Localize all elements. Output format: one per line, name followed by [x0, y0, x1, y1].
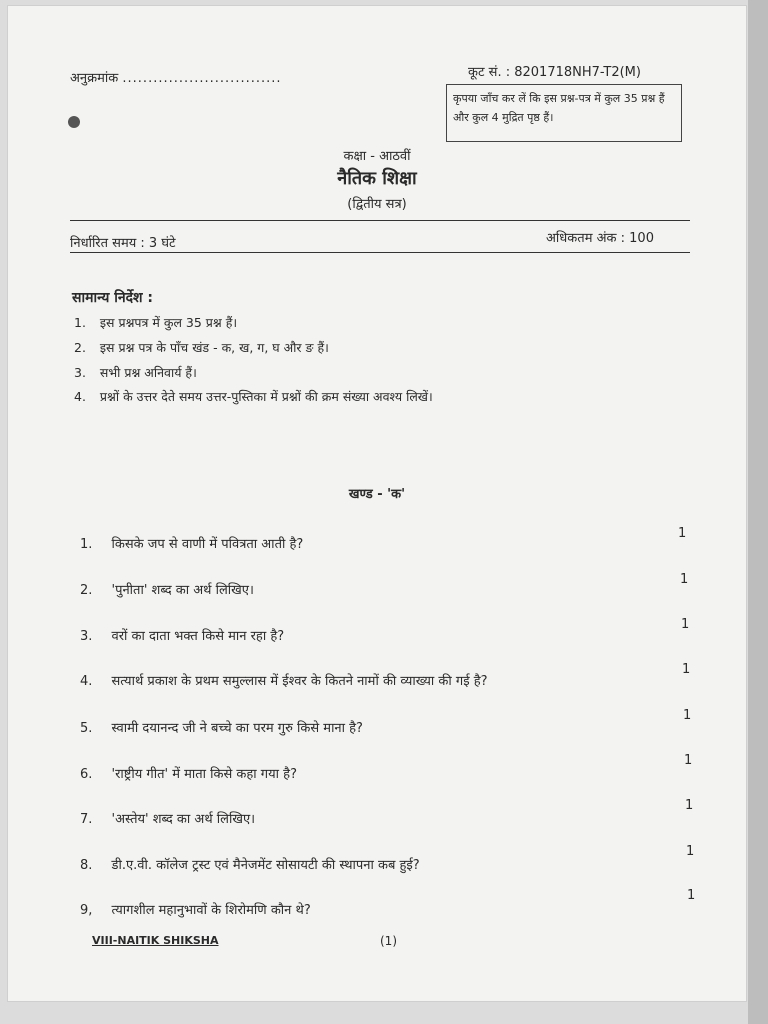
question-number: 3.: [80, 629, 93, 644]
question-text: स्वामी दयानन्द जी ने बच्चे का परम गुरु किसे माना है?: [111, 721, 363, 736]
instruction-item: [74, 339, 329, 356]
question-marks: 1: [687, 888, 696, 903]
exam-sheet: [8, 6, 746, 1001]
subject-title: नैतिक शिक्षा: [337, 168, 417, 189]
punch-hole-mark: [68, 116, 80, 128]
term-title: (द्वितीय सत्र): [347, 197, 407, 212]
question-number: 4.: [80, 674, 93, 689]
instruction-text: इस प्रश्नपत्र में कुल 35 प्रश्न हैं।: [99, 315, 238, 330]
question-row: [80, 899, 700, 918]
question-row: [80, 579, 700, 598]
page-edge-shadow: [748, 0, 768, 1024]
section-heading: खण्ड - 'क': [348, 487, 406, 502]
question-text: त्यागशील महानुभावों के शिरोमणि कौन थे?: [111, 903, 311, 918]
question-marks: 1: [684, 753, 693, 768]
question-row: [80, 717, 700, 736]
question-number: 5.: [80, 721, 93, 736]
instruction-number: 4.: [74, 389, 86, 404]
question-text: 'राष्ट्रीय गीत' में माता किसे कहा गया है?: [111, 767, 297, 782]
question-marks: 1: [680, 572, 689, 587]
question-number: 1.: [80, 537, 93, 552]
question-text: डी.ए.वी. कॉलेज ट्रस्ट एवं मैनेजमेंट सोसायटी की स्थापना कब हुई?: [111, 858, 420, 873]
question-number: 2.: [80, 583, 93, 598]
question-number: 9,: [80, 903, 93, 918]
question-text: वरों का दाता भक्त किसे मान रहा है?: [111, 629, 285, 644]
question-marks: 1: [685, 798, 694, 813]
question-marks: 1: [683, 708, 692, 723]
instruction-text: इस प्रश्न पत्र के पाँच खंड - क, ख, ग, घ और ङ हैं।: [99, 340, 329, 355]
question-row: [80, 670, 700, 689]
instruction-item: [74, 314, 237, 331]
time-allowed: निर्धारित समय : 3 घंटे: [70, 236, 176, 251]
question-row: [80, 625, 700, 644]
instruction-number: 1.: [74, 315, 86, 330]
instruction-number: 3.: [74, 365, 86, 380]
roll-number-field: [70, 68, 282, 86]
question-text: 'अस्तेय' शब्द का अर्थ लिखिए।: [111, 812, 256, 827]
instructions-title: सामान्य निर्देश :: [72, 290, 154, 306]
page-number: (1): [380, 934, 397, 948]
footer-paper-code: VIII-NAITIK SHIKSHA: [92, 934, 219, 947]
question-number: 6.: [80, 767, 93, 782]
paper-code: कूट सं. : 8201718NH7-T2(M): [468, 65, 641, 80]
question-text: सत्यार्थ प्रकाश के प्रथम समुल्लास में ईश्वर के कितने नामों की व्याख्या की गई है?: [111, 674, 488, 689]
instruction-text: प्रश्नों के उत्तर देते समय उत्तर-पुस्तिका में प्रश्नों की क्रम संख्या अवश्य लिखें।: [99, 389, 433, 404]
question-row: [80, 808, 700, 827]
instruction-text: सभी प्रश्न अनिवार्य हैं।: [99, 365, 197, 380]
question-row: [80, 854, 700, 873]
question-marks: 1: [678, 526, 687, 541]
instruction-number: 2.: [74, 340, 86, 355]
divider-top: [70, 220, 690, 221]
class-title: कक्षा - आठवीं: [343, 149, 411, 164]
question-text: किसके जप से वाणी में पवित्रता आती है?: [111, 537, 304, 552]
question-marks: 1: [681, 617, 690, 632]
question-row: [80, 763, 700, 782]
question-number: 8.: [80, 858, 93, 873]
question-row: [80, 533, 700, 552]
question-text: 'पुनीता' शब्द का अर्थ लिखिए।: [111, 583, 254, 598]
roll-number-label: अनुक्रमांक: [70, 71, 119, 86]
roll-number-dots: ...............................: [122, 71, 282, 86]
question-marks: 1: [686, 844, 695, 859]
question-number: 7.: [80, 812, 93, 827]
check-notice-box: कृपया जाँच कर लें कि इस प्रश्न-पत्र में कुल 35 प्रश्न हैं और कुल 4 मुद्रित पृष्ठ हैं।: [446, 84, 682, 142]
divider-bottom: [70, 252, 690, 253]
question-marks: 1: [682, 662, 691, 677]
maximum-marks: अधिकतम अंक : 100: [546, 231, 654, 246]
instruction-item: [74, 388, 433, 405]
instruction-item: [74, 364, 197, 381]
